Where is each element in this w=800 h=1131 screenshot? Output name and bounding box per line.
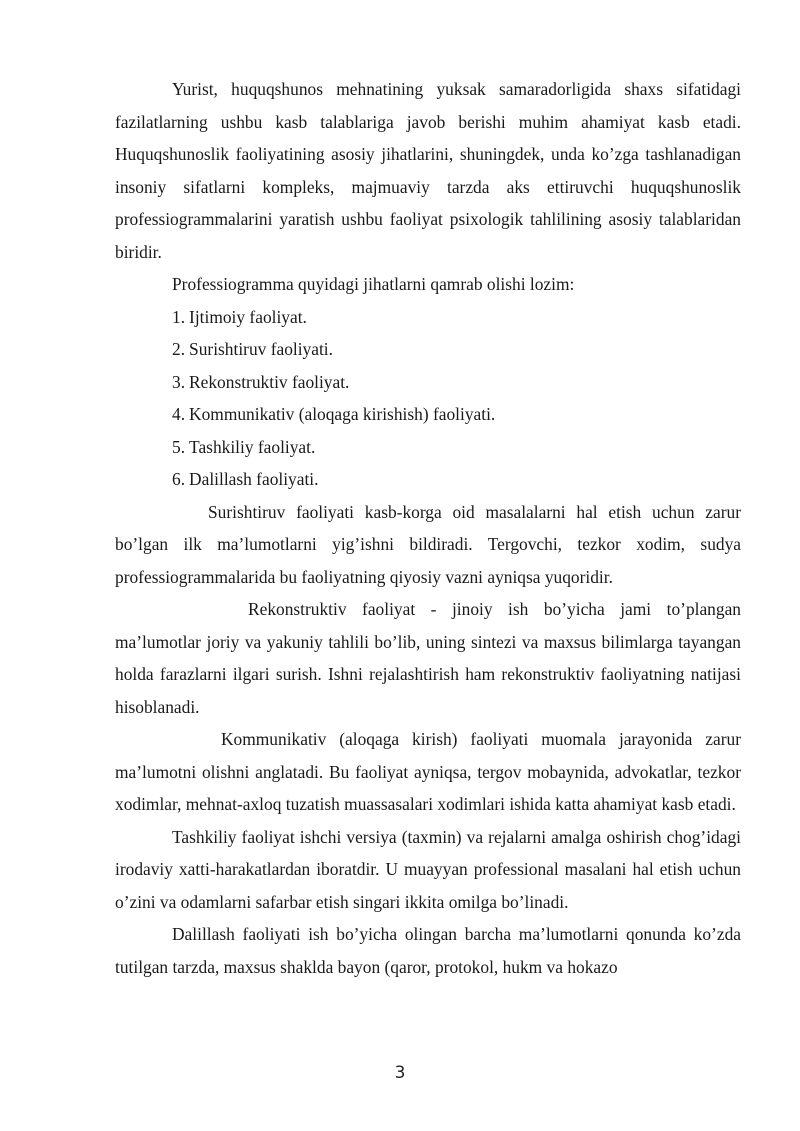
list-item xyxy=(115,366,741,399)
paragraph-intro: Yurist, huquqshunos mehnatining yuksak samaradorligida shaxs sifatidagi fazilatlarning ushbu kasb talablariga javob berishi muhim ahamiyat kasb etadi. Huquqshunoslik faoliyatining asosiy jihatlarini, shuningdek, unda ko’zga tashlanadigan insoniy sifatlarni kompleks, majmuaviy tarzda aks ettiruvchi huquqshunoslik professiogrammalarini yaratish ushbu faoliyat psixologik tahlilining asosiy talablaridan biridir. xyxy=(115,79,741,262)
paragraph-tashkiliy: Tashkiliy faoliyat ishchi versiya (taxmin) va rejalarni amalga oshirish chog’idagi irodaviy xatti-harakatlardan iboratdir. U muayyan professional masalani hal etish uchun o’zini va odamlarni safarbar etish singari ikkita omilga bo’linadi. xyxy=(115,826,741,912)
list-item xyxy=(115,333,741,366)
document-body xyxy=(115,73,741,983)
list-item xyxy=(115,398,741,431)
paragraph-rekonstruktiv: Rekonstruktiv faoliyat - jinoiy ish bo’yicha jami to’plangan ma’lumotlar joriy va yakuniy tahlili bo’lib, uning sintezi va maxsus bilimlarga tayangan holda farazlarni ilgari surish. Ishni rejalashtirish ham rekonstruktiv faoliyatning natijasi hisoblanadi. xyxy=(115,599,741,717)
paragraph-list-lead: Professiogramma quyidagi jihatlarni qamrab olishi lozim: xyxy=(172,274,575,294)
list-item-text: Dalillash faoliyati. xyxy=(189,469,319,489)
list-item-number: 3. xyxy=(172,371,186,392)
list-item-number: 6. xyxy=(172,469,186,489)
list-item-text: Ijtimoiy faoliyat. xyxy=(189,306,307,327)
paragraph-surishtiruv: Surishtiruv faoliyati kasb-korga oid masalalarni hal etish uchun zarur bo’lgan ilk ma’lumotlarni yig’ishni bildiradi. Tergovchi, tezkor xodim, sudya professiogrammalarida bu faoliyatning qiyosiy vazni ayniqsa yuqoridir. xyxy=(115,501,741,587)
activity-list xyxy=(115,301,741,496)
list-item-text: Rekonstruktiv faoliyat. xyxy=(189,371,350,392)
list-item-number: 4. xyxy=(172,404,186,424)
list-item-number: 1. xyxy=(172,306,186,327)
list-item-number: 5. xyxy=(172,436,186,457)
page-number: 3 xyxy=(394,1063,406,1083)
paragraph-kommunikativ: Kommunikativ (aloqaga kirish) faoliyati muomala jarayonida zarur ma’lumotni olishni anglatadi. Bu faoliyat ayniqsa, tergov mobaynida, advokatlar, tezkor xodimlar, mehnat-axloq tuzatish muassasalari xodimlari ishida katta ahamiyat kasb etadi. xyxy=(115,729,741,814)
list-item-text: Kommunikativ (aloqaga kirishish) faoliyati. xyxy=(189,404,496,424)
list-item-number: 2. xyxy=(172,339,186,359)
list-item xyxy=(115,463,741,496)
paragraph-dalillash: Dalillash faoliyati ish bo’yicha olingan barcha ma’lumotlarni qonunda ko’zda tutilgan tarzda, maxsus shaklda bayon (qaror, protokol, hukm va hokazo xyxy=(115,924,741,977)
list-item-text: Surishtiruv faoliyati. xyxy=(189,339,333,359)
list-item xyxy=(115,431,741,464)
list-item xyxy=(115,301,741,334)
list-item-text: Tashkiliy faoliyat. xyxy=(189,436,316,457)
